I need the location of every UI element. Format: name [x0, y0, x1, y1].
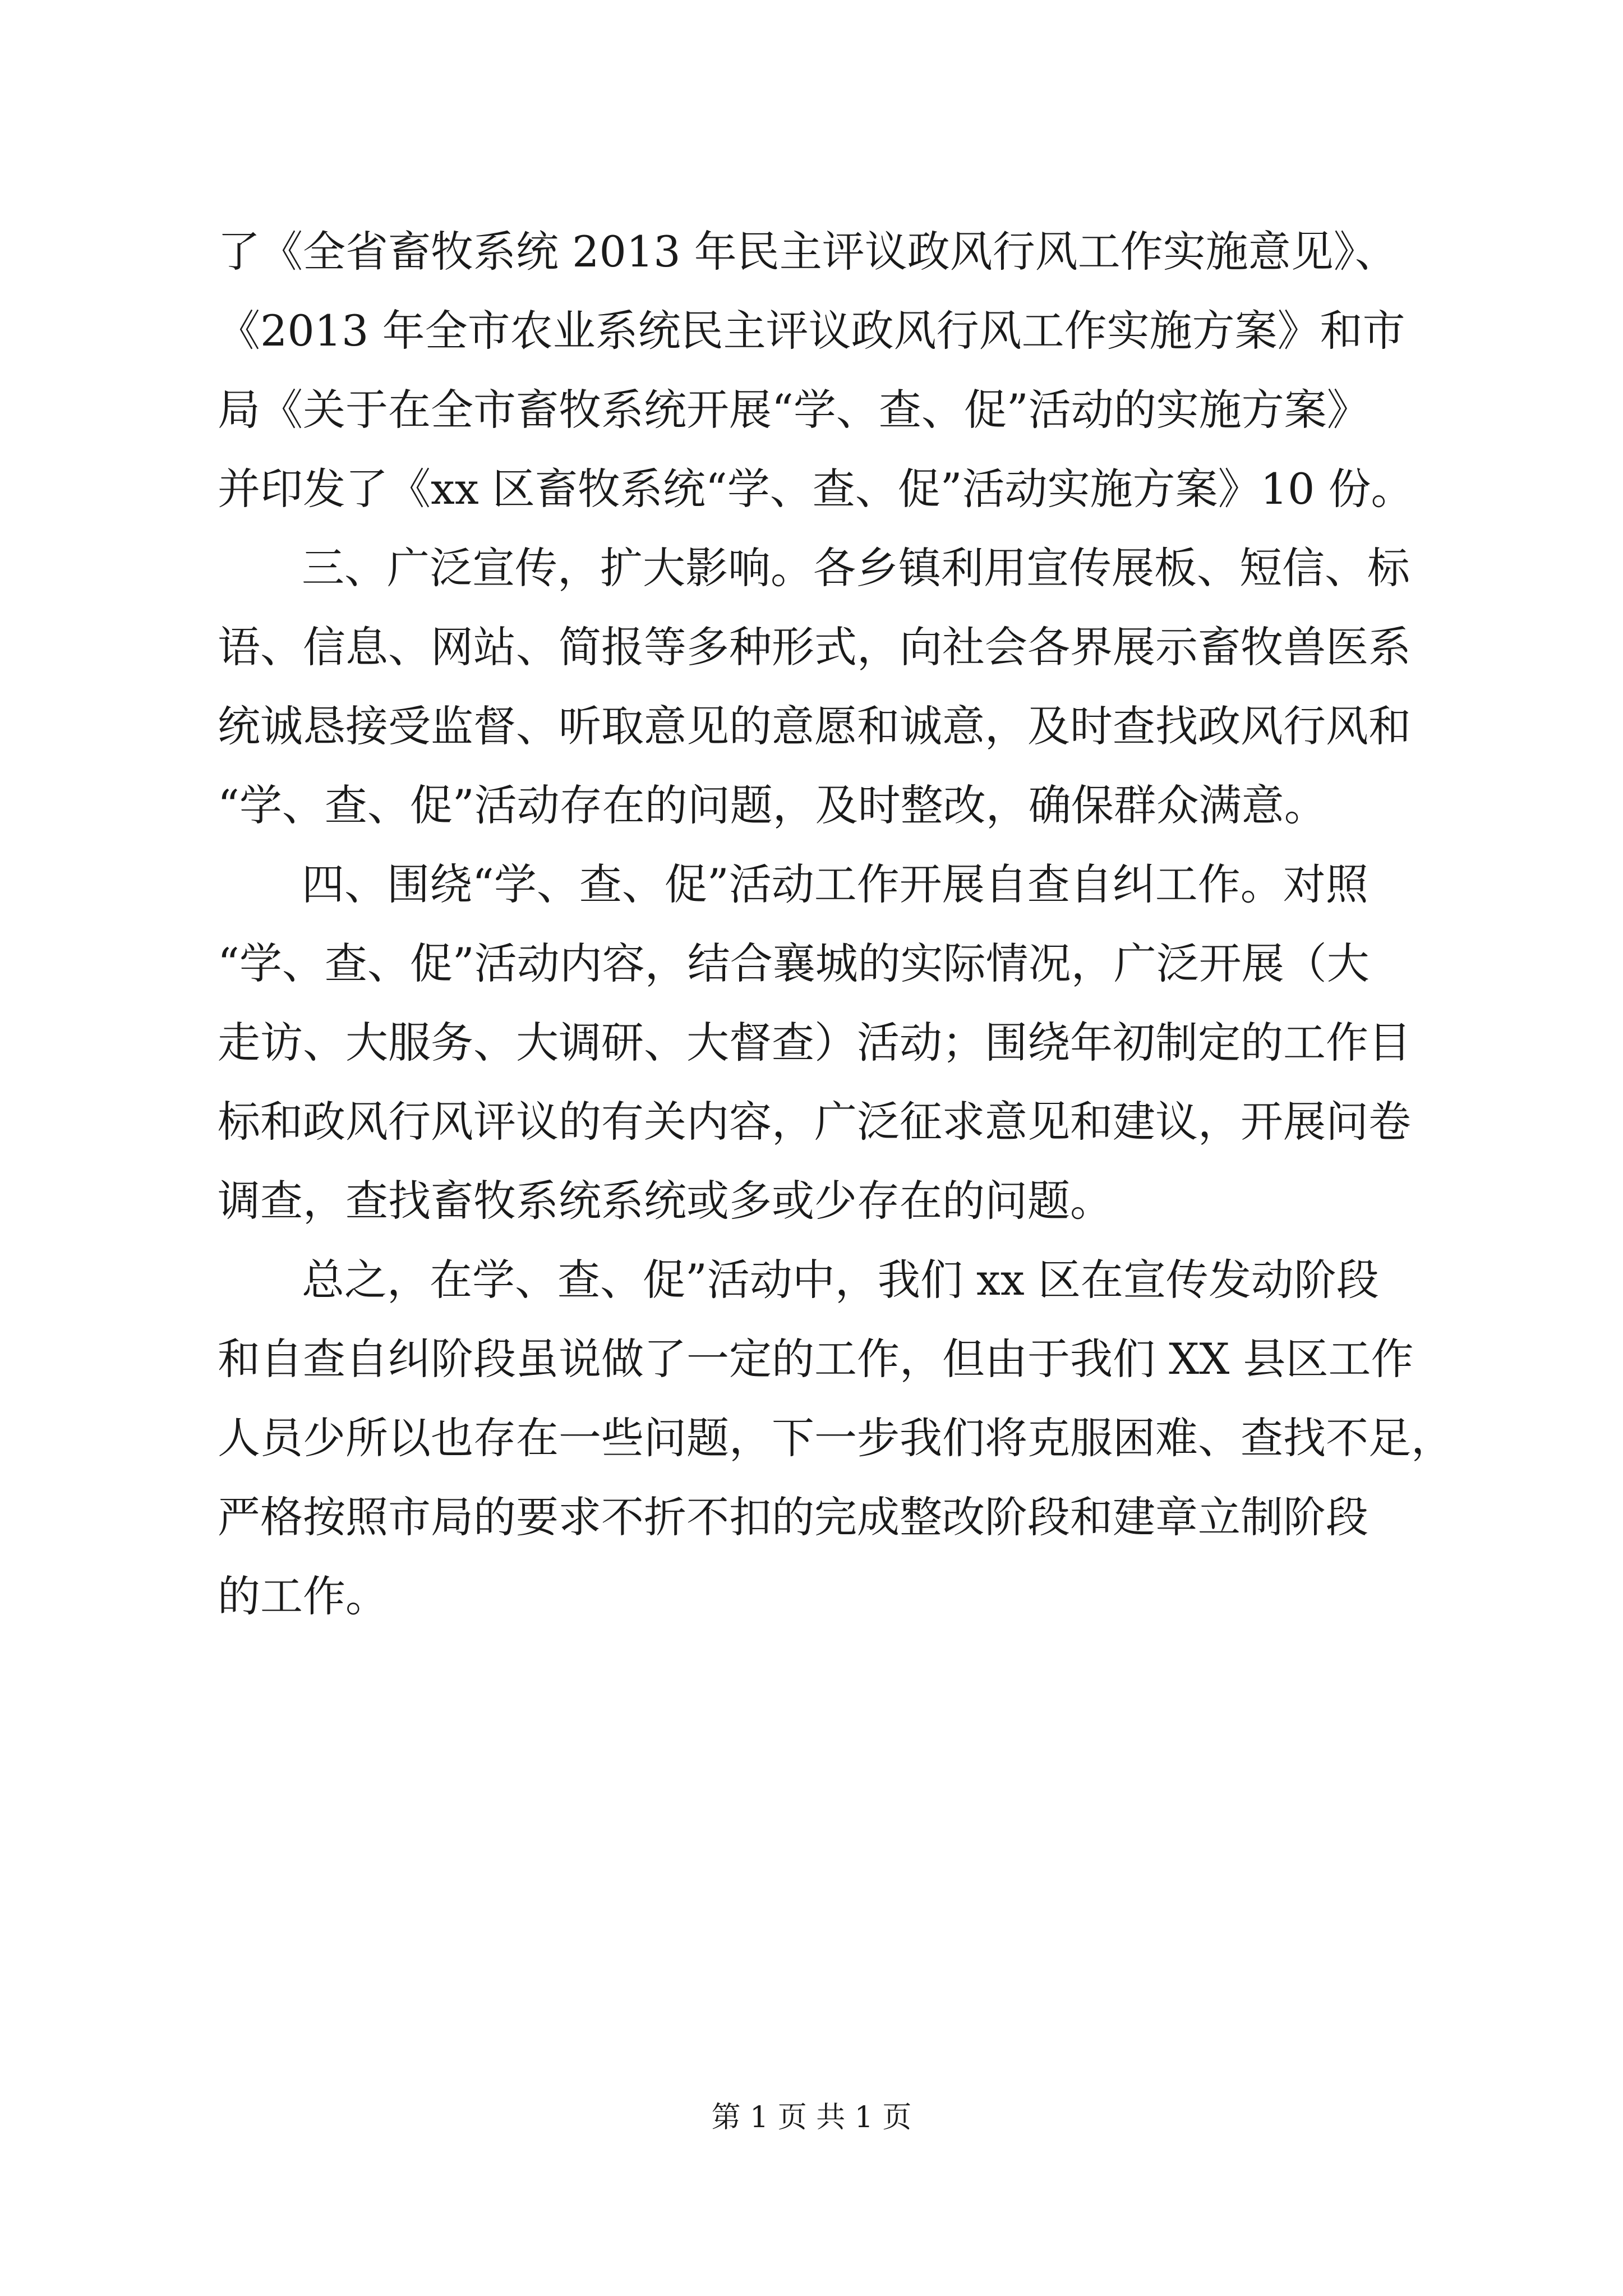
paragraph-start-line: 三、广泛宣传，扩大影响。各乡镇利用宣传展板、短信、标 — [302, 543, 1410, 593]
text-line: 了《全省畜牧系统 2013 年民主评议政风行风工作实施意见》、 — [218, 227, 1398, 277]
text-line: 标和政风行风评议的有关内容，广泛征求意见和建议，开展问卷 — [218, 1097, 1411, 1147]
page-number-footer: 第 1 页 共 1 页 — [711, 2101, 912, 2134]
paragraph-start-line: 四、围绕“学、查、促”活动工作开展自查自纠工作。对照 — [302, 859, 1368, 909]
text-line: 语、信息、网站、简报等多种形式，向社会各界展示畜牧兽医系 — [218, 622, 1411, 672]
text-line: 局《关于在全市畜牧系统开展“学、查、促”活动的实施方案》 — [218, 385, 1370, 435]
text-line: 人员少所以也存在一些问题，下一步我们将克服困难、查找不足， — [218, 1413, 1454, 1463]
text-line: 并印发了《xx 区畜牧系统“学、查、促”活动实施方案》10 份。 — [218, 464, 1414, 514]
text-line: “学、查、促”活动存在的问题，及时整改，确保群众满意。 — [218, 780, 1327, 830]
text-line: 的工作。 — [218, 1571, 388, 1621]
text-line: 调查，查找畜牧系统系统或多或少存在的问题。 — [218, 1176, 1113, 1226]
text-line: “学、查、促”活动内容，结合襄城的实际情况，广泛开展（大 — [218, 938, 1370, 988]
text-line: 《2013 年全市农业系统民主评议政风行风工作实施方案》和市 — [218, 306, 1405, 356]
text-line: 统诚恳接受监督、听取意见的意愿和诚意，及时查找政风行风和 — [218, 701, 1411, 751]
text-line: 和自查自纠阶段虽说做了一定的工作，但由于我们 XX 县区工作 — [218, 1334, 1414, 1384]
text-line: 走访、大服务、大调研、大督查）活动；围绕年初制定的工作目 — [218, 1018, 1411, 1068]
text-line: 严格按照市局的要求不折不扣的完成整改阶段和建章立制阶段 — [218, 1492, 1368, 1542]
paragraph-start-line: 总之，在学、查、促”活动中，我们 xx 区在宣传发动阶段 — [302, 1255, 1379, 1305]
document-body — [218, 212, 1507, 1636]
